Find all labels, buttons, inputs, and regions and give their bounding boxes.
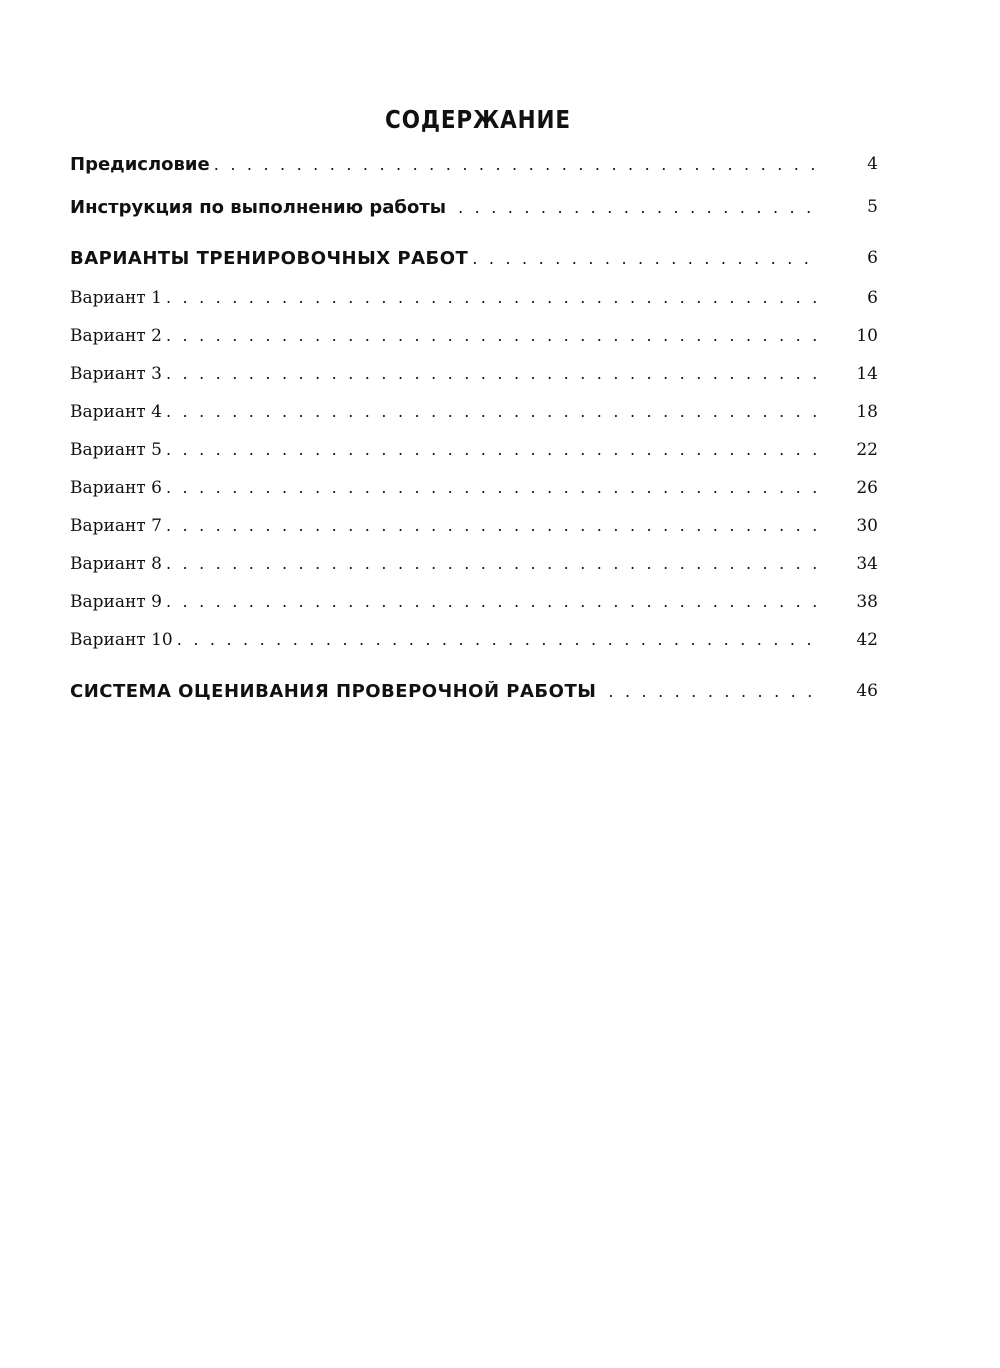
toc-entry-variant-1[interactable] (70, 288, 880, 316)
toc-entry-variant-10[interactable] (70, 630, 880, 658)
toc-entry-page: 4 (867, 154, 878, 174)
toc-leader-dots (166, 364, 822, 383)
toc-entry-label: Вариант 5 (70, 440, 162, 460)
toc-entry-label: Вариант 4 (70, 402, 162, 422)
toc-entry-label: Вариант 2 (70, 326, 162, 346)
toc-entry-variant-4[interactable] (70, 402, 880, 430)
toc-entry-page: 42 (856, 630, 878, 650)
toc-leader-dots (608, 682, 822, 701)
toc-entry-label: Вариант 6 (70, 478, 162, 498)
toc-entry-label: Вариант 7 (70, 516, 162, 536)
toc-entry-preface[interactable] (70, 154, 880, 182)
toc-leader-dots (214, 155, 822, 174)
toc-entry-label: Инструкция по выполнению работы (70, 197, 447, 218)
toc-entry-label: Вариант 3 (70, 364, 162, 384)
toc-entry-page: 22 (856, 440, 878, 460)
toc-entry-label: ВАРИАНТЫ ТРЕНИРОВОЧНЫХ РАБОТ (70, 248, 469, 269)
toc-leader-dots (166, 516, 822, 535)
toc-entry-variant-2[interactable] (70, 326, 880, 354)
toc-entry-variant-8[interactable] (70, 554, 880, 582)
toc-entry-page: 5 (867, 197, 878, 217)
toc-entry-variant-6[interactable] (70, 478, 880, 506)
toc-leader-dots (177, 630, 822, 649)
toc-entry-instruction[interactable] (70, 197, 880, 225)
toc-entry-variant-7[interactable] (70, 516, 880, 544)
toc-entry-label: Вариант 9 (70, 592, 162, 612)
toc-leader-dots (472, 249, 822, 268)
toc-entry-page: 34 (856, 554, 878, 574)
toc-entry-page: 6 (867, 288, 878, 308)
toc-entry-page: 30 (856, 516, 878, 536)
toc-entry-label: СИСТЕМА ОЦЕНИВАНИЯ ПРОВЕРОЧНОЙ РАБОТЫ (70, 681, 597, 702)
toc-entry-page: 18 (856, 402, 878, 422)
toc-entry-label: Предисловие (70, 154, 210, 175)
toc-entry-page: 38 (856, 592, 878, 612)
toc-leader-dots (166, 326, 822, 345)
toc-entry-variant-3[interactable] (70, 364, 880, 392)
toc-entry-variant-5[interactable] (70, 440, 880, 468)
toc-leader-dots (166, 440, 822, 459)
toc-leader-dots (166, 554, 822, 573)
toc-entry-label: Вариант 8 (70, 554, 162, 574)
toc-entry-variants-section[interactable] (70, 248, 880, 276)
toc-entry-variant-9[interactable] (70, 592, 880, 620)
toc-leader-dots (166, 402, 822, 421)
toc-leader-dots (166, 592, 822, 611)
toc-entry-grading[interactable] (70, 681, 880, 709)
toc-leader-dots (458, 198, 822, 217)
toc-entry-page: 26 (856, 478, 878, 498)
toc-entry-page: 10 (856, 326, 878, 346)
toc-leader-dots (166, 288, 822, 307)
toc-entry-label: Вариант 1 (70, 288, 162, 308)
toc-entry-label: Вариант 10 (70, 630, 173, 650)
toc-entry-page: 6 (867, 248, 878, 268)
toc-leader-dots (166, 478, 822, 497)
toc-entry-page: 46 (856, 681, 878, 701)
toc-entry-page: 14 (856, 364, 878, 384)
page-title: СОДЕРЖАНИЕ (385, 104, 571, 134)
